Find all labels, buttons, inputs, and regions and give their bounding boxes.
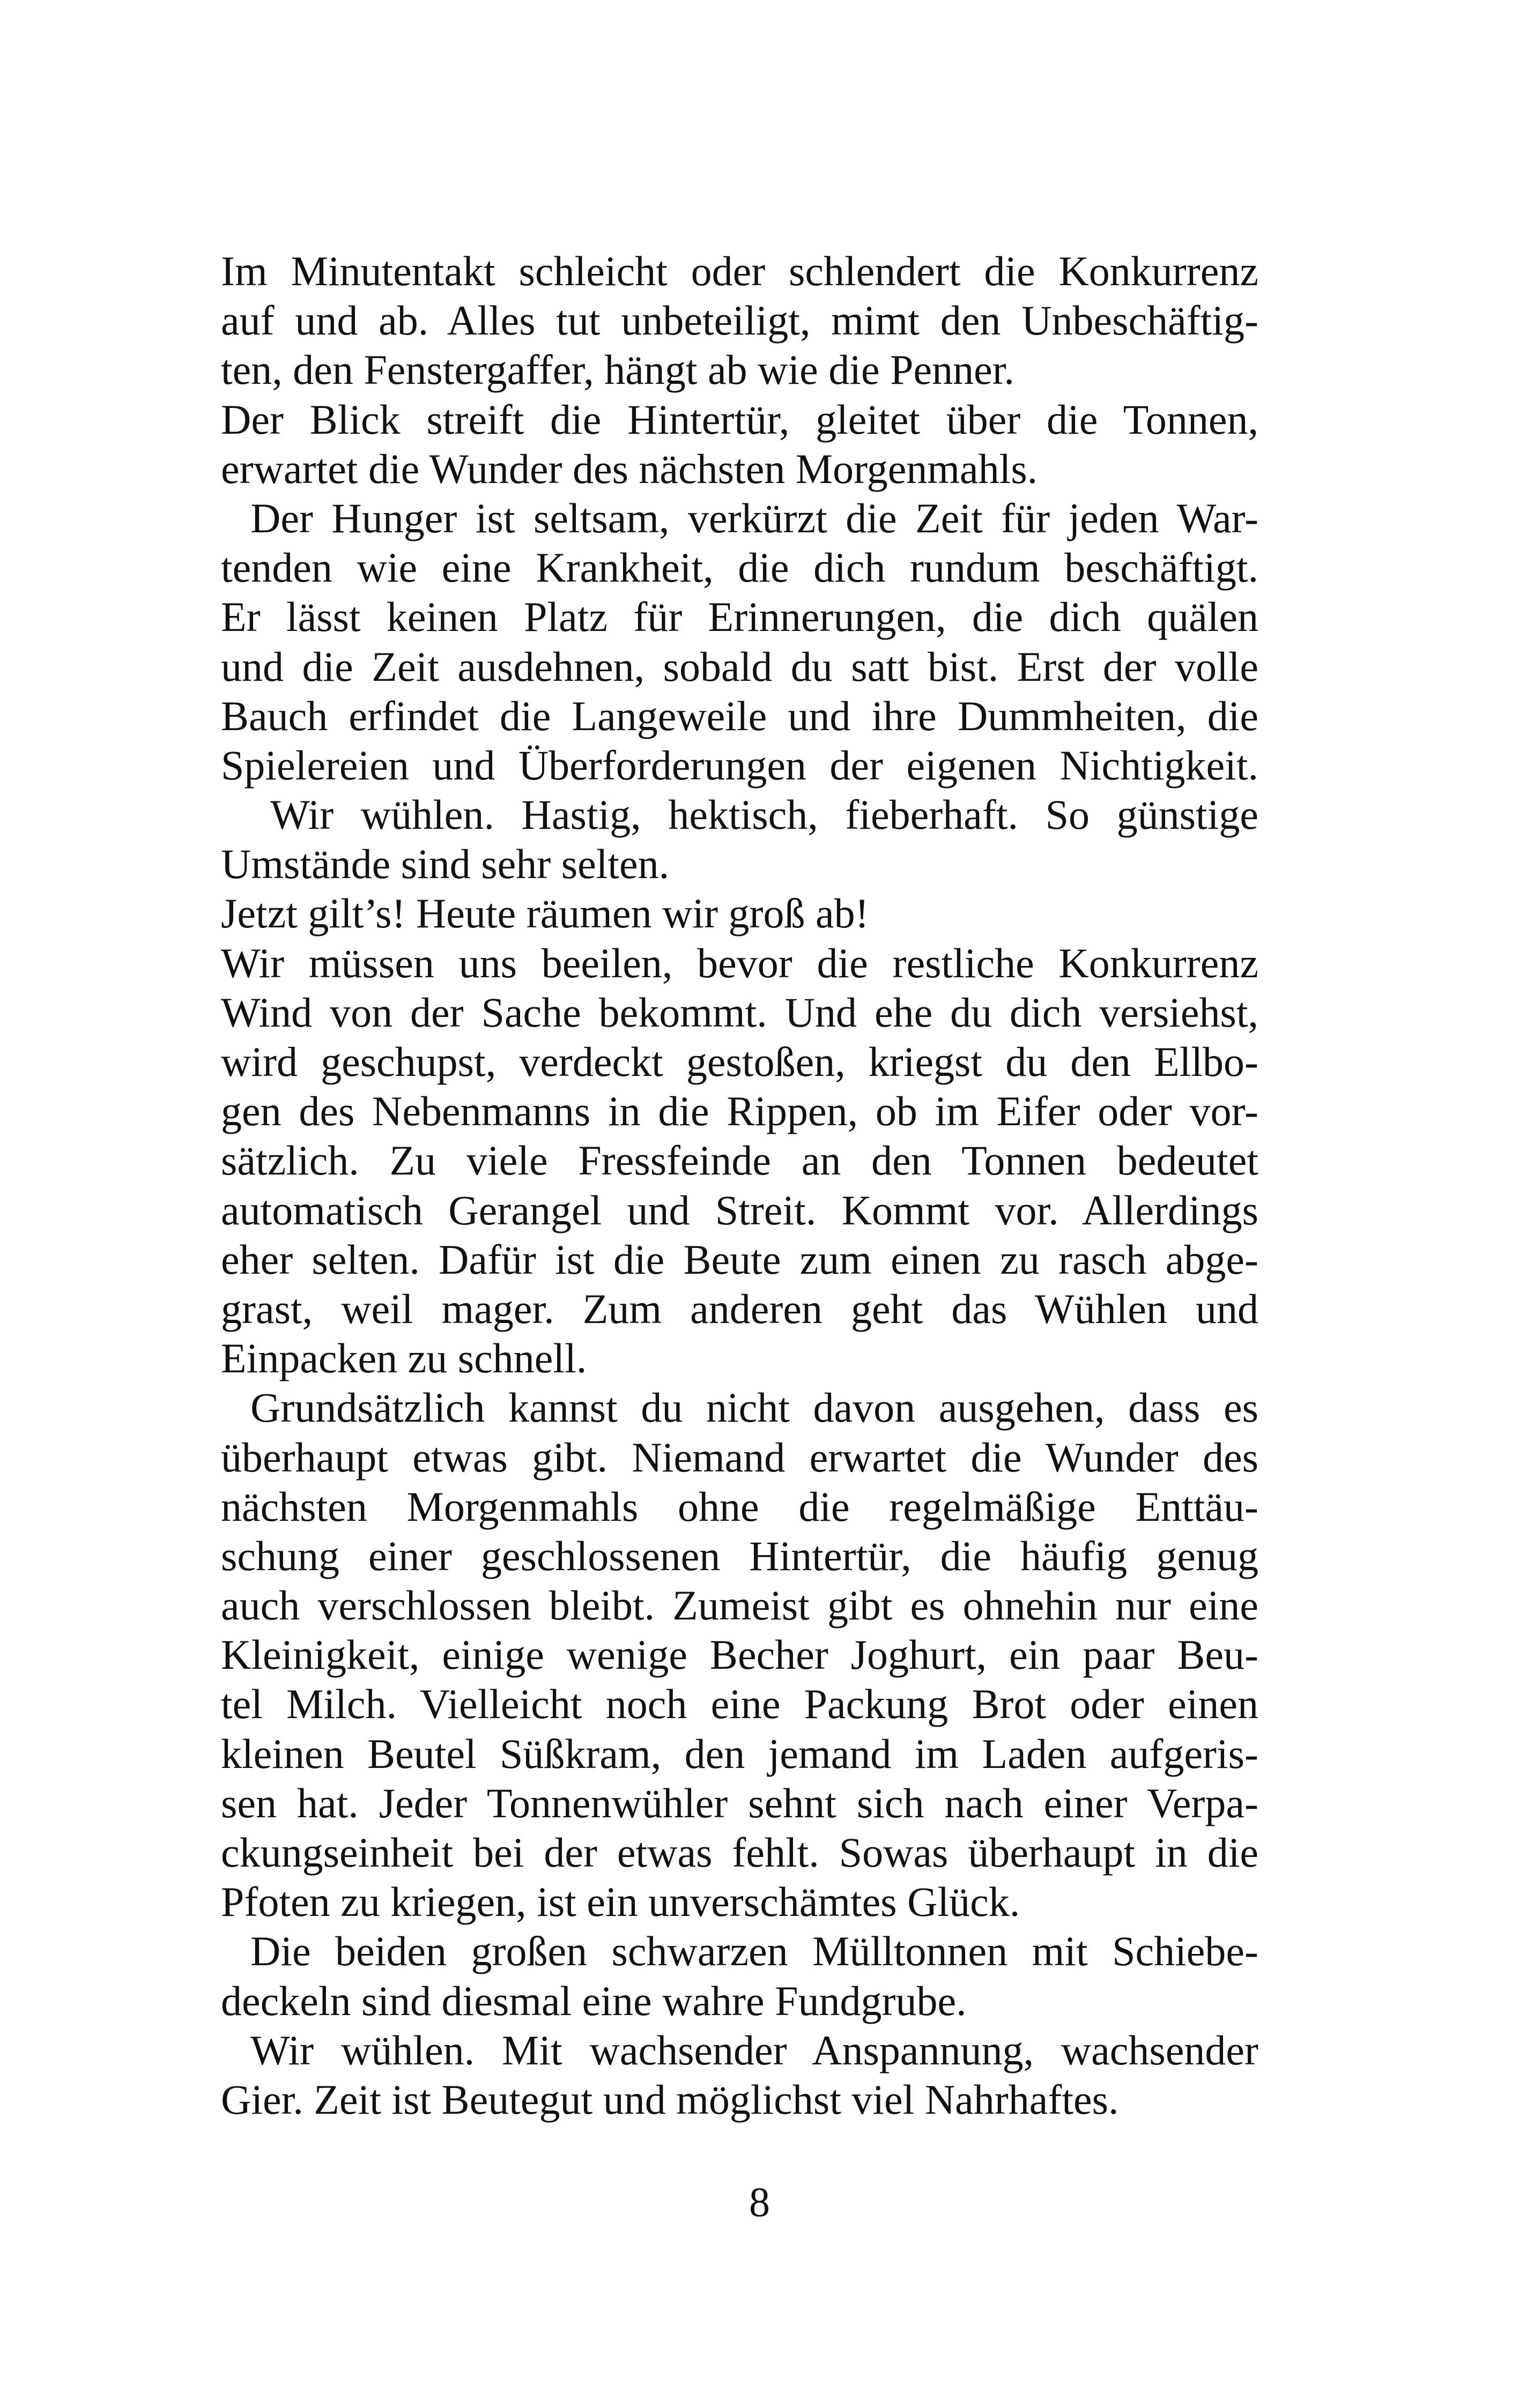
text-line: Jetzt gilt’s! Heute räumen wir groß ab! bbox=[221, 890, 869, 937]
text-line: tenden wie eine Krankheit, die dich rundum beschäftigt. bbox=[221, 544, 1258, 591]
text-line: wird geschupst, verdeckt gestoßen, kriegst du den Ellbo- bbox=[221, 1038, 1258, 1085]
text-line: sätzlich. Zu viele Fressfeinde an den Tonnen bedeutet bbox=[221, 1137, 1258, 1184]
text-line: Spielereien und Überforderungen der eigenen Nichtigkeit. bbox=[221, 741, 1258, 789]
text-line: Kleinigkeit, einige wenige Becher Joghurt, ein paar Beu- bbox=[221, 1631, 1258, 1678]
text-line: Einpacken zu schnell. bbox=[221, 1335, 587, 1382]
text-line: deckeln sind diesmal eine wahre Fundgrube. bbox=[221, 1977, 967, 2024]
text-line: Wir wühlen. Hastig, hektisch, fieberhaft. So günstige bbox=[270, 791, 1258, 838]
text-line: überhaupt etwas gibt. Niemand erwartet die Wunder des bbox=[221, 1433, 1258, 1481]
text-line: tel Milch. Vielleicht noch eine Packung Brot oder einen bbox=[221, 1681, 1258, 1728]
text-line: sen hat. Jeder Tonnenwühler sehnt sich nach einer Verpa- bbox=[221, 1779, 1258, 1826]
text-line: Der Hunger ist seltsam, verkürzt die Zeit für jeden War- bbox=[250, 494, 1258, 541]
text-line: Wind von der Sache bekommt. Und ehe du dich versiehst, bbox=[221, 989, 1258, 1036]
text-line: Gier. Zeit ist Beutegut und möglichst viel Nahrhaftes. bbox=[221, 2076, 1119, 2123]
text-line: Der Blick streift die Hintertür, gleitet über die Tonnen, bbox=[221, 396, 1258, 443]
text-line: Umstände sind sehr selten. bbox=[221, 841, 670, 888]
text-line: nächsten Morgenmahls ohne die regelmäßige Enttäu- bbox=[221, 1483, 1258, 1530]
page-number: 8 bbox=[749, 2179, 770, 2225]
text-line: kleinen Beutel Süßkram, den jemand im Laden aufgeris- bbox=[221, 1730, 1258, 1777]
text-line: auf und ab. Alles tut unbeteiligt, mimt den Unbeschäftig- bbox=[221, 297, 1258, 344]
text-line: Wir müssen uns beeilen, bevor die restliche Konkurrenz bbox=[221, 939, 1258, 986]
text-line: Er lässt keinen Platz für Erinnerungen, die dich quälen bbox=[221, 593, 1258, 641]
text-line: Die beiden großen schwarzen Mülltonnen mit Schiebe- bbox=[250, 1928, 1258, 1975]
text-line: schung einer geschlossenen Hintertür, die häufig genug bbox=[221, 1532, 1258, 1579]
text-line: ten, den Fenstergaffer, hängt ab wie die Penner. bbox=[221, 346, 1014, 393]
body-text bbox=[221, 247, 1258, 2124]
text-line: Im Minutentakt schleicht oder schlendert die Konkurrenz bbox=[221, 248, 1258, 294]
text-line: und die Zeit ausdehnen, sobald du satt bist. Erst der volle bbox=[221, 643, 1258, 690]
text-line: gen des Nebenmanns in die Rippen, ob im Eifer oder vor- bbox=[221, 1088, 1258, 1135]
text-line: ckungseinheit bei der etwas fehlt. Sowas überhaupt in die bbox=[221, 1829, 1258, 1876]
text-line: automatisch Gerangel und Streit. Kommt vor. Allerdings bbox=[221, 1186, 1258, 1233]
text-line: auch verschlossen bleibt. Zumeist gibt es ohnehin nur eine bbox=[221, 1582, 1258, 1629]
text-line: grast, weil mager. Zum anderen geht das Wühlen und bbox=[221, 1285, 1258, 1332]
text-line: Grundsätzlich kannst du nicht davon ausgehen, dass es bbox=[250, 1384, 1258, 1431]
text-line: Bauch erfindet die Langeweile und ihre Dummheiten, die bbox=[221, 692, 1258, 739]
text-line: erwartet die Wunder des nächsten Morgenmahls. bbox=[221, 445, 1038, 492]
text-line: eher selten. Dafür ist die Beute zum einen zu rasch abge- bbox=[221, 1236, 1258, 1283]
text-line: Pfoten zu kriegen, ist ein unverschämtes Glück. bbox=[221, 1878, 1020, 1926]
text-line: Wir wühlen. Mit wachsender Anspannung, wachsender bbox=[250, 2026, 1258, 2073]
